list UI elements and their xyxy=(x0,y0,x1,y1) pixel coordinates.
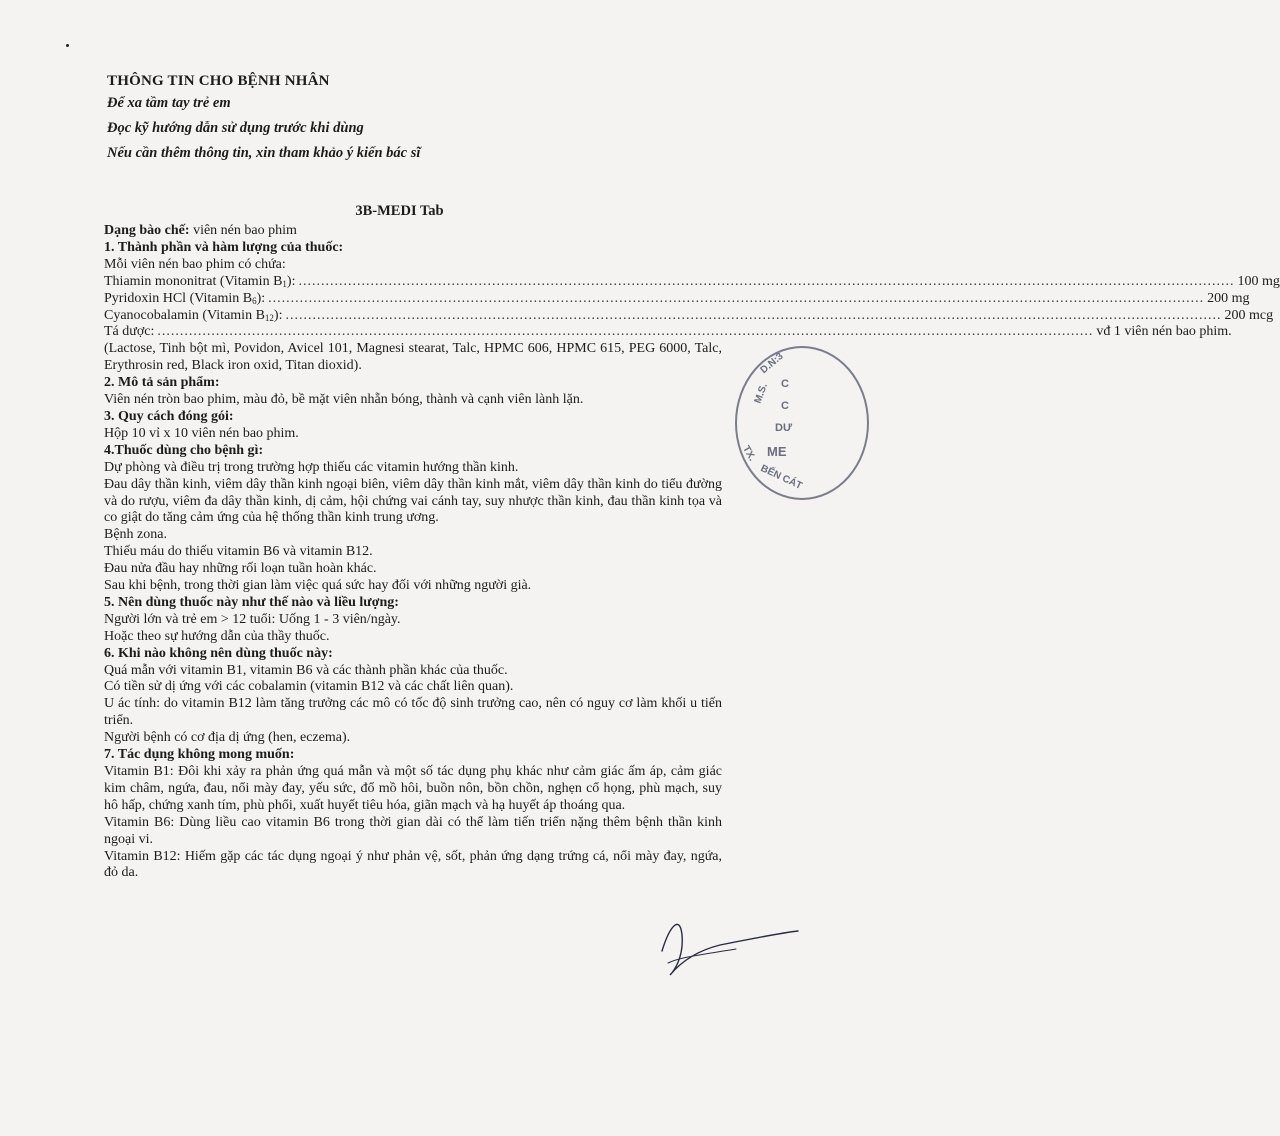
section-2-text: Viên nén tròn bao phim, màu đỏ, bề mặt viên nhẵn bóng, thành và cạnh viên lành lặn. xyxy=(104,392,584,408)
product-name: 3B-MEDI Tab xyxy=(355,203,444,219)
section-6-line: Có tiền sử dị ứng với các cobalamin (vitamin B12 và các chất liên quan). xyxy=(104,679,514,695)
section-1-intro: Mỗi viên nén bao phim có chứa: xyxy=(104,256,286,272)
header-warning-consult: Nếu cần thêm thông tin, xin tham khảo ý kiến bác sĩ xyxy=(107,145,421,161)
section-6-line: U ác tính: do vitamin B12 làm tăng trưởng các mô có tốc độ sinh trưởng cao, nên có nguy cơ làm khối u tiến triển. xyxy=(104,696,722,729)
dosage-form-label: Dạng bào chế: xyxy=(104,223,190,238)
section-4-line: Đau dây thần kinh, viêm dây thần kinh ngoại biên, viêm dây thần kinh mắt, viêm dây thần kinh do tiểu đường và do rượu, viêm đa dây thần kinh, dị cảm, hội chứng vai cánh tay, suy nhược thần kinh, đau thần kinh tọa và co giật do tăng cảm ứng của hệ thống thần kinh trung ương. xyxy=(104,476,722,526)
dot-leader xyxy=(157,324,1093,341)
company-stamp: M.S. D.N:3 C C DƯ ME TX. BẾN CÁT xyxy=(735,346,869,500)
section-6-line: Người bệnh có cơ địa dị ứng (hen, eczema). xyxy=(104,730,351,746)
excipient-detail: (Lactose, Tinh bột mì, Povidon, Avicel 101, Magnesi stearat, Talc, HPMC 606, HPMC 615, PEG 6000, Talc, Erythrosin red, Black iron oxid, Titan dioxid). xyxy=(104,341,722,374)
dot-leader xyxy=(298,274,1234,291)
section-7-line: Vitamin B12: Hiếm gặp các tác dụng ngoại ý như phản vệ, sốt, phản ứng dạng trứng cá, nổi mày đay, ngứa, đỏ da. xyxy=(104,848,722,881)
ingredient-row xyxy=(104,307,1274,325)
header-title: THÔNG TIN CHO BỆNH NHÂN xyxy=(107,73,330,89)
excipient-amount: vđ 1 viên nén bao phim. xyxy=(1096,324,1232,340)
excipient-row xyxy=(104,324,1232,341)
patient-info-header xyxy=(107,71,707,166)
ingredient-name: Cyanocobalamin (Vitamin $B_{12}$): xyxy=(104,307,283,323)
dot-leader xyxy=(268,291,1204,308)
section-7-line: Vitamin B1: Đôi khi xảy ra phản ứng quá mẫn và một số tác dụng phụ khác như cảm giác ấm áp, cảm giác kim châm, ngứa, đau, nổi mày đay, yếu sức, đổ mồ hôi, buồn nôn, bồn chồn, nghẹn cổ họng, phù mạch, suy hô hấp, chứng xanh tím, phù phổi, xuất huyết tiêu hóa, giãn mạch và hạ huyết áp thoáng qua. xyxy=(104,764,722,813)
section-4-line: Bệnh zona. xyxy=(104,527,167,543)
ingredient-amount: 200 mcg xyxy=(1224,307,1274,323)
header-warning-read: Đọc kỹ hướng dẫn sử dụng trước khi dùng xyxy=(107,120,364,136)
ingredient-name: Pyridoxin HCl (Vitamin $B_6$): xyxy=(104,290,266,306)
excipient-label: Tá dược: xyxy=(104,324,155,340)
section-5-line: Hoặc theo sự hướng dẫn của thầy thuốc. xyxy=(104,628,330,644)
dot-leader xyxy=(285,308,1221,325)
dosage-form xyxy=(104,223,722,240)
ingredient-row xyxy=(104,273,1280,291)
section-4-title: 4.Thuốc dùng cho bệnh gì: xyxy=(104,442,264,458)
section-4-line: Thiếu máu do thiếu vitamin B6 và vitamin B12. xyxy=(104,544,373,560)
section-6-title: 6. Khi nào không nên dùng thuốc này: xyxy=(104,645,333,661)
ingredient-name: Thiamin mononitrat (Vitamin $B_1$): xyxy=(104,273,296,289)
section-3-title: 3. Quy cách đóng gói: xyxy=(104,408,234,424)
ingredient-amount: 100 mg xyxy=(1237,273,1280,289)
section-4-line: Dự phòng và điều trị trong trường hợp thiếu các vitamin hướng thần kinh. xyxy=(104,459,519,475)
section-3-text: Hộp 10 vỉ x 10 viên nén bao phim. xyxy=(104,425,299,441)
section-5-line: Người lớn và trẻ em > 12 tuổi: Uống 1 - 3 viên/ngày. xyxy=(104,611,401,627)
section-6-line: Quá mẫn với vitamin B1, vitamin B6 và các thành phần khác của thuốc. xyxy=(104,662,508,678)
section-1-title: 1. Thành phần và hàm lượng của thuốc: xyxy=(104,239,344,255)
signature xyxy=(640,905,799,985)
section-2-title: 2. Mô tả sản phẩm: xyxy=(104,375,220,391)
scan-dot xyxy=(66,44,69,47)
section-7-line: Vitamin B6: Dùng liều cao vitamin B6 trong thời gian dài có thể làm tiến triển nặng thêm bệnh thần kinh ngoại vi. xyxy=(104,814,722,847)
ingredient-row xyxy=(104,290,1250,308)
dosage-form-value: viên nén bao phim xyxy=(193,223,297,238)
section-5-title: 5. Nên dùng thuốc này như thế nào và liều lượng: xyxy=(104,594,399,610)
section-7-title: 7. Tác dụng không mong muốn: xyxy=(104,747,295,763)
section-4-line: Sau khi bệnh, trong thời gian làm việc quá sức hay đối với những người già. xyxy=(104,578,532,594)
section-4-line: Đau nửa đầu hay những rối loạn tuần hoàn khác. xyxy=(104,561,377,577)
ingredient-amount: 200 mg xyxy=(1207,290,1250,306)
header-warning-children: Để xa tầm tay trẻ em xyxy=(107,95,231,111)
